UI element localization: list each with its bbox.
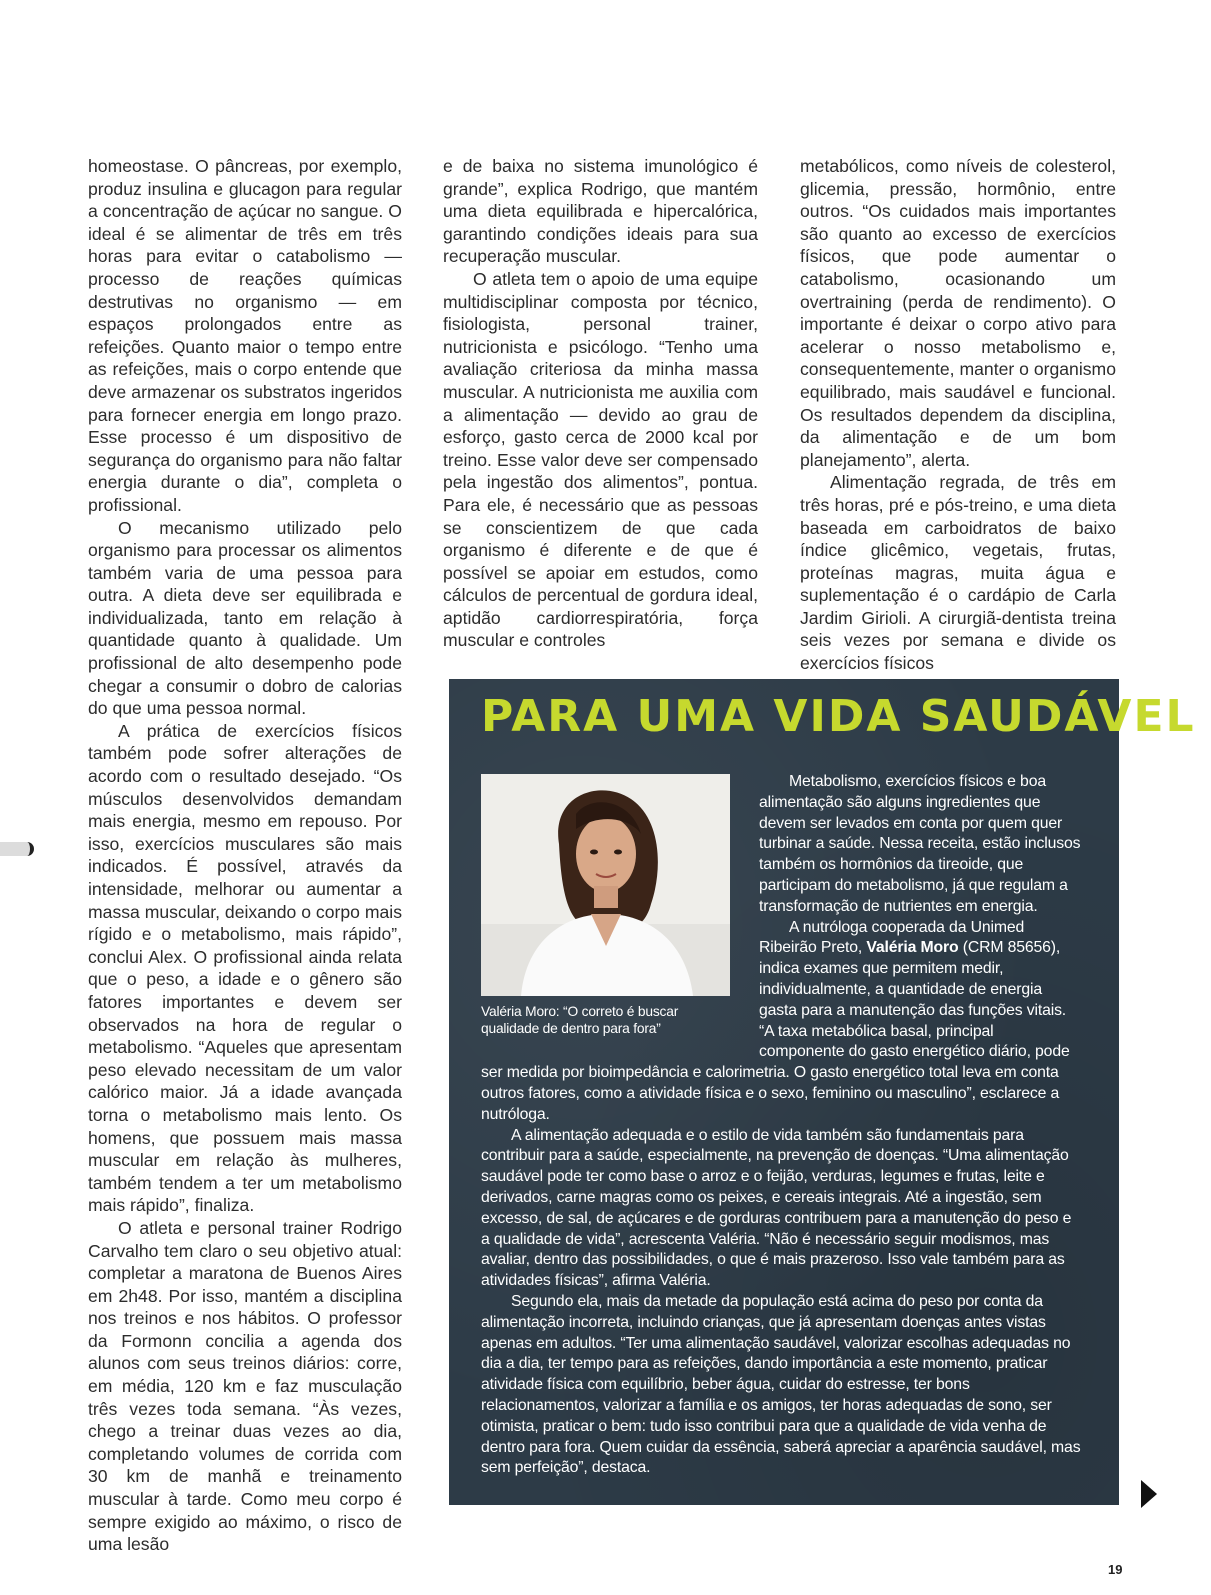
paragraph: homeostase. O pâncreas, por exemplo, produz insulina e glucagon para regular a concentração de açúcar no sangue. O ideal é se alimentar de três em três horas para evitar o catabolismo — processo de reações químicas destrutivas no organismo — em espaços prolongados entre as refeições. Quanto maior o tempo entre as refeições, mais o corpo entende que deve armazenar os substratos ingeridos para fornecer energia em longo prazo. Esse processo é um dispositivo de segurança do organismo para não faltar energia durante o dia”, completa o profissional.: [88, 156, 402, 515]
next-page-arrow-icon: [1141, 1480, 1157, 1508]
paragraph: metabólicos, como níveis de colesterol, glicemia, pressão, hormônio, entre outros. “Os cuidados mais importantes são quanto ao excesso de exercícios físicos, que pode aumentar o catabolismo, ocasionando um overtraining (perda de rendimento). O importante é deixar o corpo ativo para acelerar o nosso metabolismo e, consequentemente, manter o organismo equilibrado, mais saudável e funcional. Os resultados dependem da disciplina, da alimentação e de um bom planejamento”, alerta.: [800, 156, 1116, 470]
paragraph: O mecanismo utilizado pelo organismo para processar os alimentos também varia de uma pessoa para outra. A dieta deve ser equilibrada e individualizada, tanto em relação à quantidade quanto à qualidade. Um profissional de alto desempenho pode chegar a consumir o dobro de calorias do que uma pessoa normal.: [88, 517, 402, 719]
photo-caption: Valéria Moro: “O correto é buscar qualidade de dentro para fora”: [481, 1004, 679, 1036]
paragraph: A prática de exercícios físicos também pode sofrer alterações de acordo com o resultado desejado. “Os músculos desenvolvidos demandam mais energia, mesmo em repouso. Por isso, exercícios musculares são mais indicados. É possível, através da intensidade, melhorar ou aumentar a massa muscular, deixando o corpo mais rígido e o metabolismo, mais rápido”, conclui Alex. O profissional ainda relata que o peso, a idade e o gênero são fatores importantes e devem ser observados na hora de regular o metabolismo. “Aqueles que apresentam peso elevado necessitam de um valor calórico maior. Já a idade avançada torna o metabolismo mais lento. Os homens, que possuem mais massa muscular em relação às mulheres, também tendem a ter um metabolismo mais rápido”, finaliza.: [88, 720, 402, 1216]
article-column-2: [443, 155, 758, 652]
paragraph: e de baixa no sistema imunológico é grande”, explica Rodrigo, que mantém uma dieta equilibrada e hipercalórica, garantindo condições ideais para sua recuperação muscular.: [443, 156, 758, 267]
sidebar-paragraph: A alimentação adequada e o estilo de vida também são fundamentais para contribuir para a saúde, especialmente, na prevenção de doenças. “Uma alimentação saudável pode ter como base o arroz e o feijão, verduras, legumes e frutas, leite e derivados, carne magras como os peixes, e cereais integrais. Até a ingestão, sem excesso, de sal, de açúcares e de gorduras contribuem para a manutenção do peso e a qualidade de vida”, acrescenta Valéria. “Não é necessário seguir modismos, mas avaliar, dentro das possibilidades, o que é mais prazeroso. Isso vale também para as atividades físicas”, afirma Valéria.: [481, 1126, 1072, 1290]
sidebar-title: PARA UMA VIDA SAUDÁVEL: [481, 691, 1196, 742]
article-column-1: [88, 155, 402, 1556]
sidebar-box: [449, 679, 1196, 1505]
person-name: Valéria Moro: [866, 939, 959, 957]
paragraph: Alimentação regrada, de três em três horas, pré e pós-treino, e uma dieta baseada em carboidratos de baixo índice glicêmico, vegetais, frutas, proteínas magras, muita água e suplementação é o cardápio de Carla Jardim Girioli. A cirurgiã-dentista treina seis vezes por semana e divide os exercícios físicos: [800, 472, 1116, 674]
sidebar-body: [481, 772, 1081, 1479]
paragraph: O atleta tem o apoio de uma equipe multidisciplinar composta por técnico, fisiologista, personal trainer, nutricionista e psicólogo. “Tenho uma avaliação criteriosa da minha massa muscular. A nutricionista me auxilia com a alimentação — devido ao grau de esforço, gasto cerca de 2000 kcal por treino. Esse valor deve ser compensado pela ingestão dos alimentos”, pontua. Para ele, é necessário que as pessoas se conscientizem de que cada organismo é diferente e de que é possível se apoiar em estudos, como cálculos de percentual de gordura ideal, aptidão cardiorrespiratória, força muscular e controles: [443, 268, 758, 651]
page-edge-marker: [0, 842, 34, 856]
paragraph: O atleta e personal trainer Rodrigo Carvalho tem claro o seu objetivo atual: completar a maratona de Buenos Aires em 2h48. Por isso, mantém a disciplina nos treinos e nos hábitos. O professor da Formonn concilia a agenda dos alunos com seus treinos diários: corre, em média, 120 km e faz musculação três vezes toda semana. “Às vezes, chego a treinar duas vezes ao dia, completando volumes de corrida com 30 km de manhã e treinamento muscular à tarde. Como meu corpo é sempre exigido ao máximo, o risco de uma lesão: [88, 1217, 402, 1555]
article-column-3: [800, 155, 1116, 675]
text-segment: (CRM 85656), indica exames que permitem medir, individualmente, a quantidade de energia gasta para a manutenção das funções vitais. “A taxa metabólica basal, principal componente do gasto energético diário, pode ser medida por bioimpedância e calorimetria. O gasto energético total leva em conta outros fatores, como a atividade física e o sexo, feminino ou masculino”, esclarece a nutróloga.: [481, 939, 1070, 1123]
text-segment: A nutróloga cooperada da Unimed Ribeirão Preto,: [759, 918, 1025, 957]
page-number: 19: [1108, 1562, 1123, 1577]
sidebar-paragraph: Segundo ela, mais da metade da população está acima do peso por conta da alimentação incorreta, incluindo crianças, que já apresentam doenças antes vistas apenas em adultos. “Ter uma alimentação saudável, valorizar escolhas adequadas no dia a dia, ter tempo para as refeições, dando importância a este momento, praticar atividade física com equilíbrio, beber água, cuidar do estresse, ter bons relacionamentos, valorizar a família e os amigos, ter horas adequadas de sono, ser otimista, praticar o bem: tudo isso contribui para que a qualidade de vida venha de dentro para fora. Quem cuidar da essência, saberá apreciar a aparência saudável, mas sem perfeição”, destaca.: [481, 1292, 1081, 1477]
sidebar-paragraph: Metabolismo, exercícios físicos e boa alimentação são alguns ingredientes que devem ser levados em conta por quem quer turbinar a saúde. Nessa receita, estão inclusos também os hormônios da tireoide, que participam do metabolismo, já que regulam a transformação de nutrientes em energia.: [759, 773, 1081, 915]
